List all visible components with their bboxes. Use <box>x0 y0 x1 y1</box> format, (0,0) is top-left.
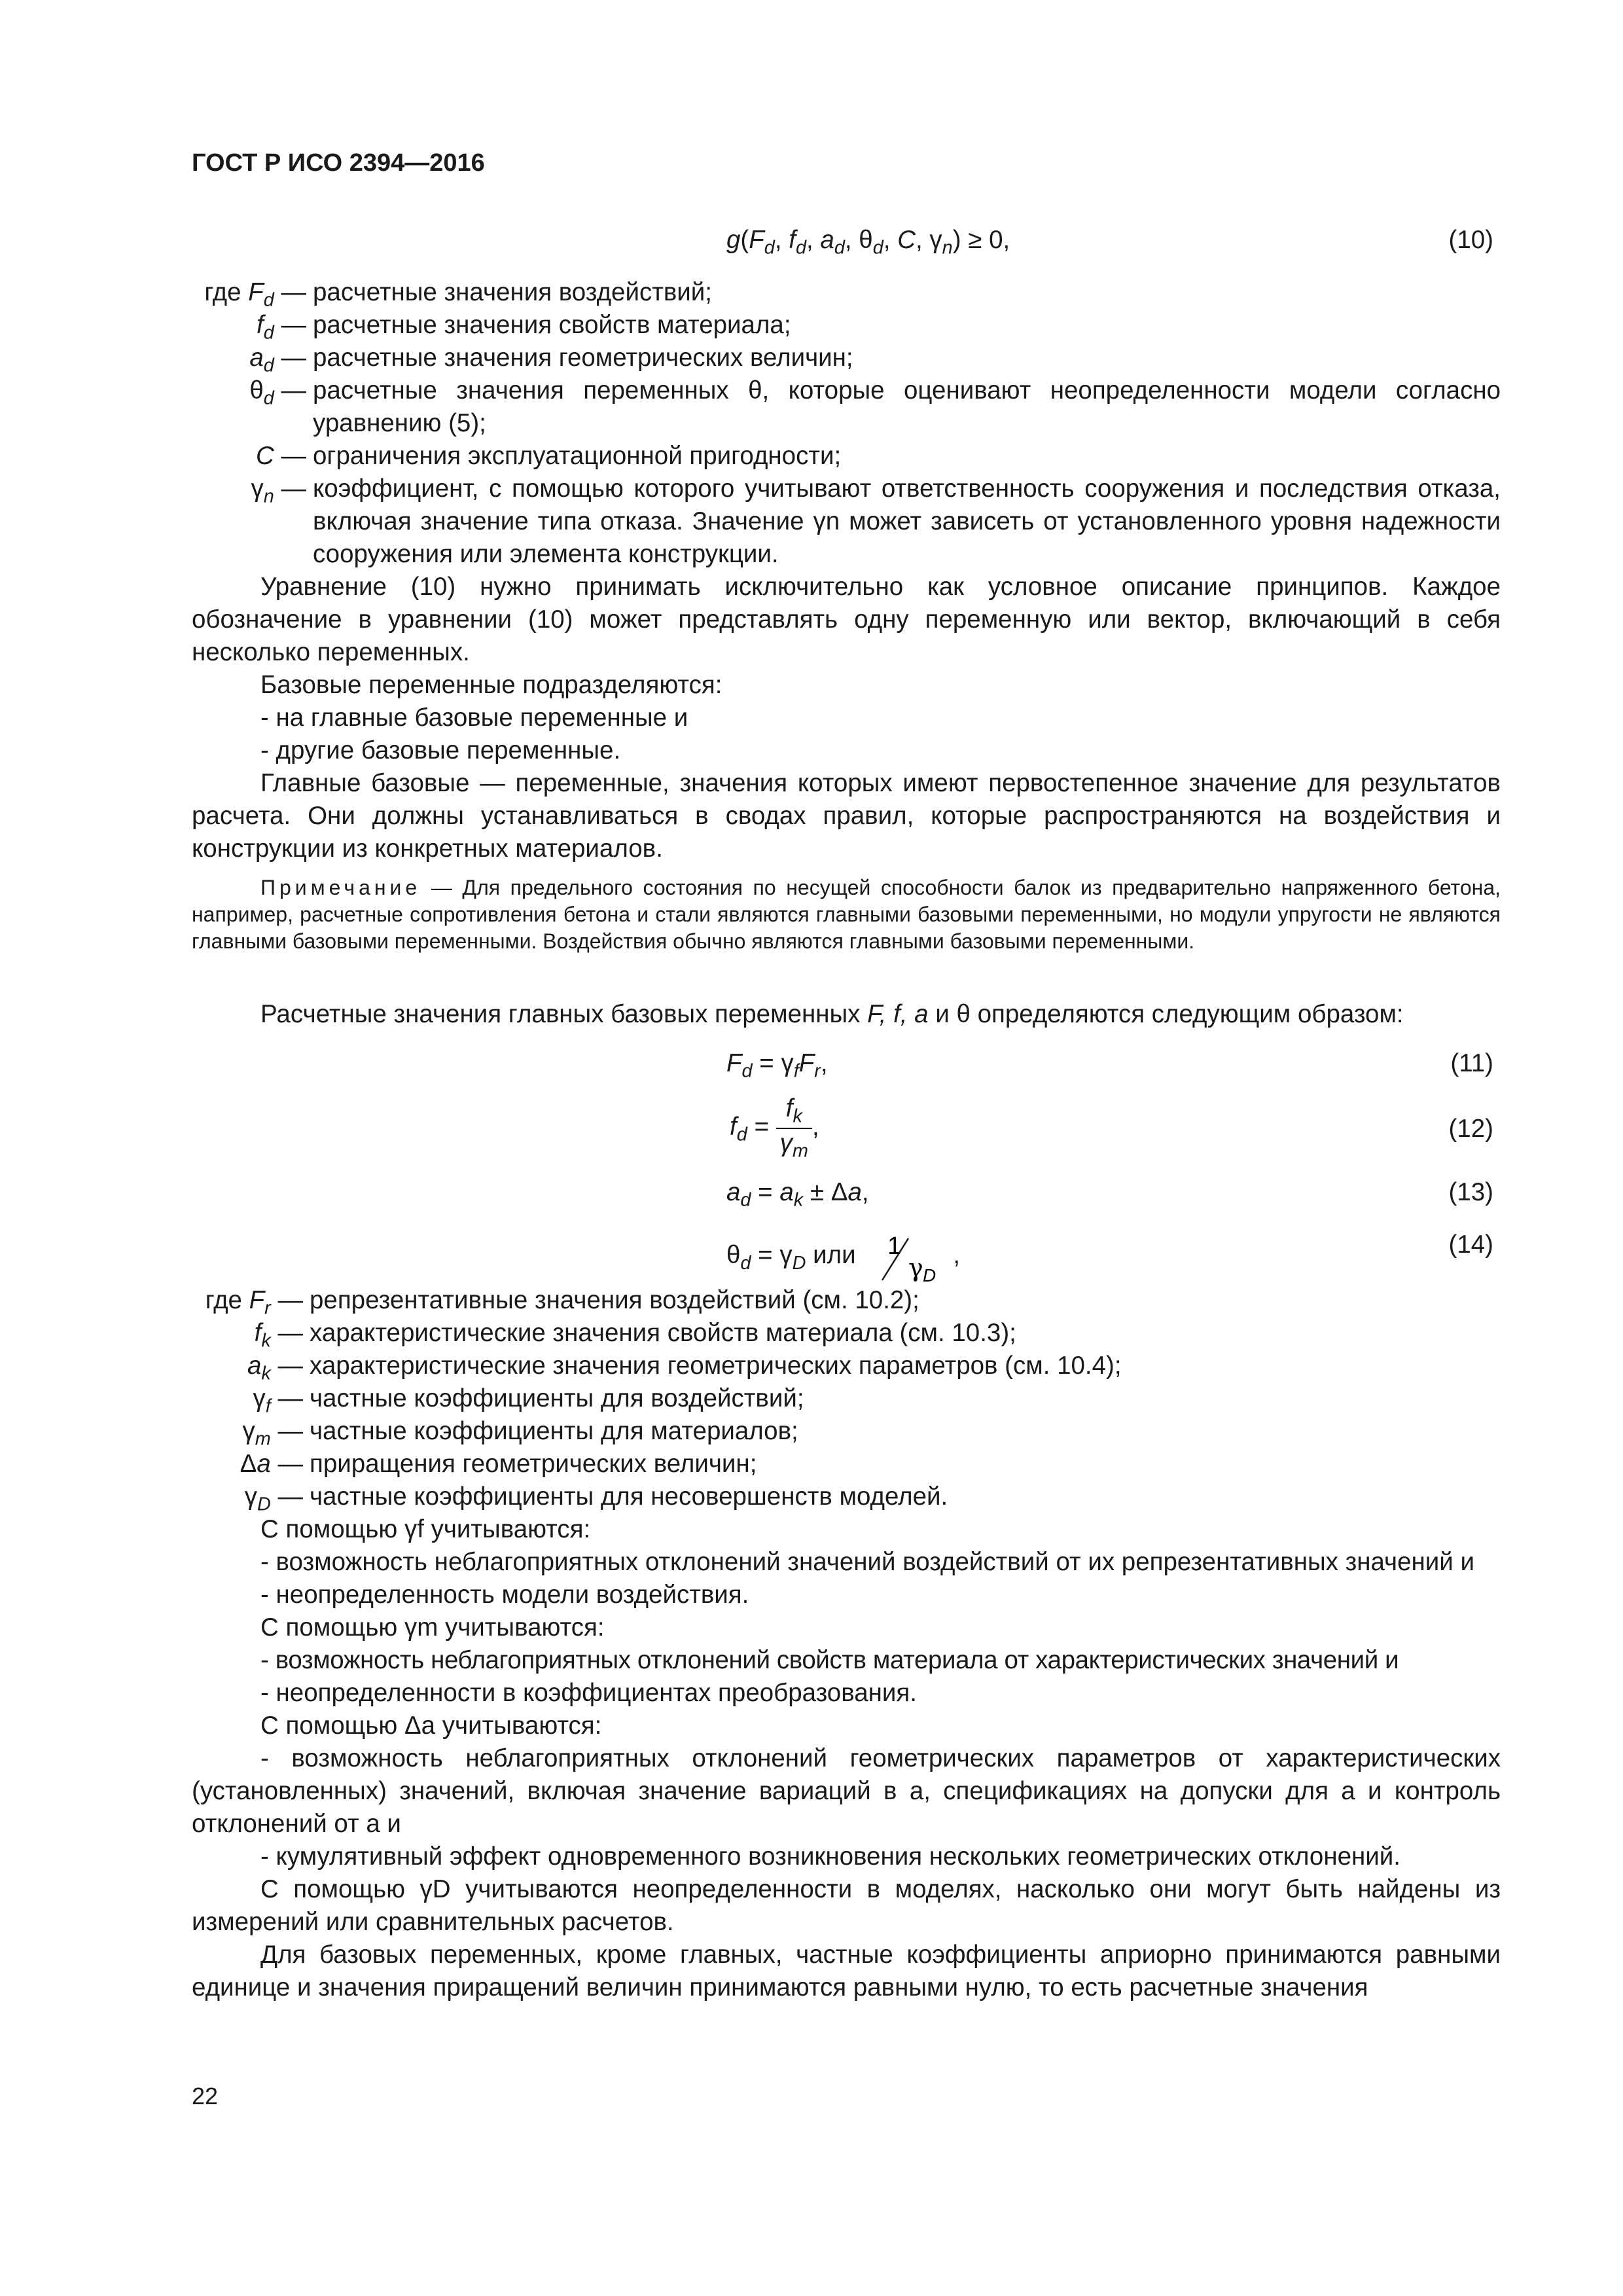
paragraph: Расчетные значения главных базовых переменных F, f, a и θ определяются следующим образом: <box>260 1000 1404 1028</box>
paragraph: Базовые переменные подразделяются: <box>260 671 722 699</box>
body-text-2 <box>192 998 1501 1031</box>
def-symbol: $\theta_d$ — <box>249 376 306 409</box>
def-text: репрезентативные значения воздействий (см. 10.2); <box>310 1286 919 1314</box>
paragraph: - возможность неблагоприятных отклонений геометрических параметров от характеристических (установленных) значений, включая значение вариаций в a, спецификациях на допуски для a и контроль отклонений от a и <box>192 1744 1501 1838</box>
svg-text:1: 1 <box>887 1232 902 1260</box>
def-symbol: $\gamma_n$ — <box>251 475 306 507</box>
def-symbol: Δa — <box>240 1450 303 1478</box>
formula-14: $\theta_d = \gamma_D$ или 1 γ D , <box>726 1230 960 1283</box>
def-text: расчетные значения геометрических величин; <box>313 344 853 372</box>
paragraph: С помощью γf учитываются: <box>260 1515 591 1543</box>
def-symbol: $\gamma_D$ — <box>244 1482 303 1515</box>
def-symbol: $f_k$ — <box>254 1319 303 1352</box>
def-symbol: $\gamma_m$ — <box>242 1417 303 1450</box>
formula-12: $f_d$ = $\frac{f_k}{\gamma_m}$ , <box>730 1094 819 1162</box>
def-symbol: $\gamma_f$ — <box>253 1384 303 1417</box>
formula-number-10: (10) <box>1448 226 1493 254</box>
note-text: — Для предельного состояния по несущей способности балок из предварительно напряженного бетона, например, расчетные сопротивления бетона и стали являются главными базовыми переменными, но модули упругости не являются главными базовыми переменными. Воздействия обычно являются главными базовыми переменными. <box>192 876 1501 953</box>
def-text: частные коэффициенты для материалов; <box>310 1417 798 1445</box>
slash-fraction <box>868 1230 953 1283</box>
def-symbol: $a_d$ — <box>249 344 306 376</box>
def-text: расчетные значения переменных θ, которые оценивают неопределенности модели согласно уравнению (5); <box>313 376 1501 437</box>
def-symbol: где $F_r$ — <box>205 1286 303 1319</box>
paragraph: - неопределенность модели воздействия. <box>260 1581 749 1609</box>
def-symbol: C — <box>255 442 306 470</box>
formula-11: $F_d = \gamma_fF_r$, <box>726 1049 828 1082</box>
def-text: частные коэффициенты для несовершенств моделей. <box>310 1482 948 1511</box>
paragraph: С помощью γm учитываются: <box>260 1613 605 1641</box>
paragraph: - неопределенности в коэффициентах преобразования. <box>260 1679 917 1707</box>
def-symbol: где $F_d$ — <box>204 278 306 311</box>
formula-10: $g(F_d$, $f_d$, $a_d$, $\theta_d$, C, $\gamma_n) \ge 0$, <box>726 226 1010 259</box>
page-number: 22 <box>192 2083 219 2109</box>
def-text: ограничения эксплуатационной пригодности; <box>313 442 842 470</box>
def-text: расчетные значения свойств материала; <box>313 311 791 339</box>
svg-text:D: D <box>923 1265 936 1283</box>
document-header: ГОСТ Р ИСО 2394—2016 <box>192 149 485 177</box>
formula-13: $a_d = a_k \pm \Delta a$, <box>726 1178 869 1211</box>
paragraph: Главные базовые — переменные, значения которых имеют первостепенное значение для результатов расчета. Они должны устанавливаться в сводах правил, которые распространяются на воздействия и конструкции из конкретных материалов. <box>192 769 1501 863</box>
paragraph: Уравнение (10) нужно принимать исключительно как условное описание принципов. Каждое обозначение в уравнении (10) может представлять одну переменную или вектор, включающий в себя несколько переменных. <box>192 573 1501 666</box>
paragraph: С помощью Δa учитываются: <box>260 1712 602 1740</box>
formula-number-14: (14) <box>1448 1230 1493 1259</box>
paragraph: Для базовых переменных, кроме главных, частные коэффициенты априорно принимаются равными единице и значения приращений величин принимаются равными нулю, то есть расчетные значения <box>192 1941 1501 2001</box>
paragraph: С помощью γD учитываются неопределенности в моделях, насколько они могут быть найдены из измерений или сравнительных расчетов. <box>192 1875 1501 1936</box>
def-text: частные коэффициенты для воздействий; <box>310 1384 804 1412</box>
paragraph: - возможность неблагоприятных отклонений свойств материала от характеристических значений и <box>260 1646 1399 1674</box>
def-text: расчетные значения воздействий; <box>313 278 713 306</box>
def-text: характеристические значения геометрических параметров (см. 10.4); <box>310 1352 1122 1380</box>
body-text-3 <box>192 1513 1501 2004</box>
list-item: - другие базовые переменные. <box>260 736 621 764</box>
body-text-1 <box>192 571 1501 865</box>
svg-text:γ: γ <box>908 1253 924 1282</box>
formula-number-12: (12) <box>1448 1115 1493 1143</box>
def-symbol: $f_d$ — <box>257 311 306 344</box>
note-label: Примечание <box>260 876 421 899</box>
paragraph: - возможность неблагоприятных отклонений значений воздействий от их репрезентативных значений и <box>260 1548 1474 1576</box>
formula-number-11: (11) <box>1450 1049 1493 1077</box>
def-text: коэффициент, с помощью которого учитывают ответственность сооружения и последствия отказа, включая значение типа отказа. Значение γn может зависеть от установленного уровня надежности сооружения или элемента конструкции. <box>313 475 1501 568</box>
note <box>192 874 1501 955</box>
list-item: - на главные базовые переменные и <box>260 704 688 732</box>
formula-number-13: (13) <box>1448 1178 1493 1206</box>
def-text: приращения геометрических величин; <box>310 1450 757 1478</box>
def-symbol: $a_k$ — <box>247 1352 303 1384</box>
paragraph: - кумулятивный эффект одновременного возникновения нескольких геометрических отклонений. <box>260 1842 1400 1871</box>
def-text: характеристические значения свойств материала (см. 10.3); <box>310 1319 1016 1347</box>
